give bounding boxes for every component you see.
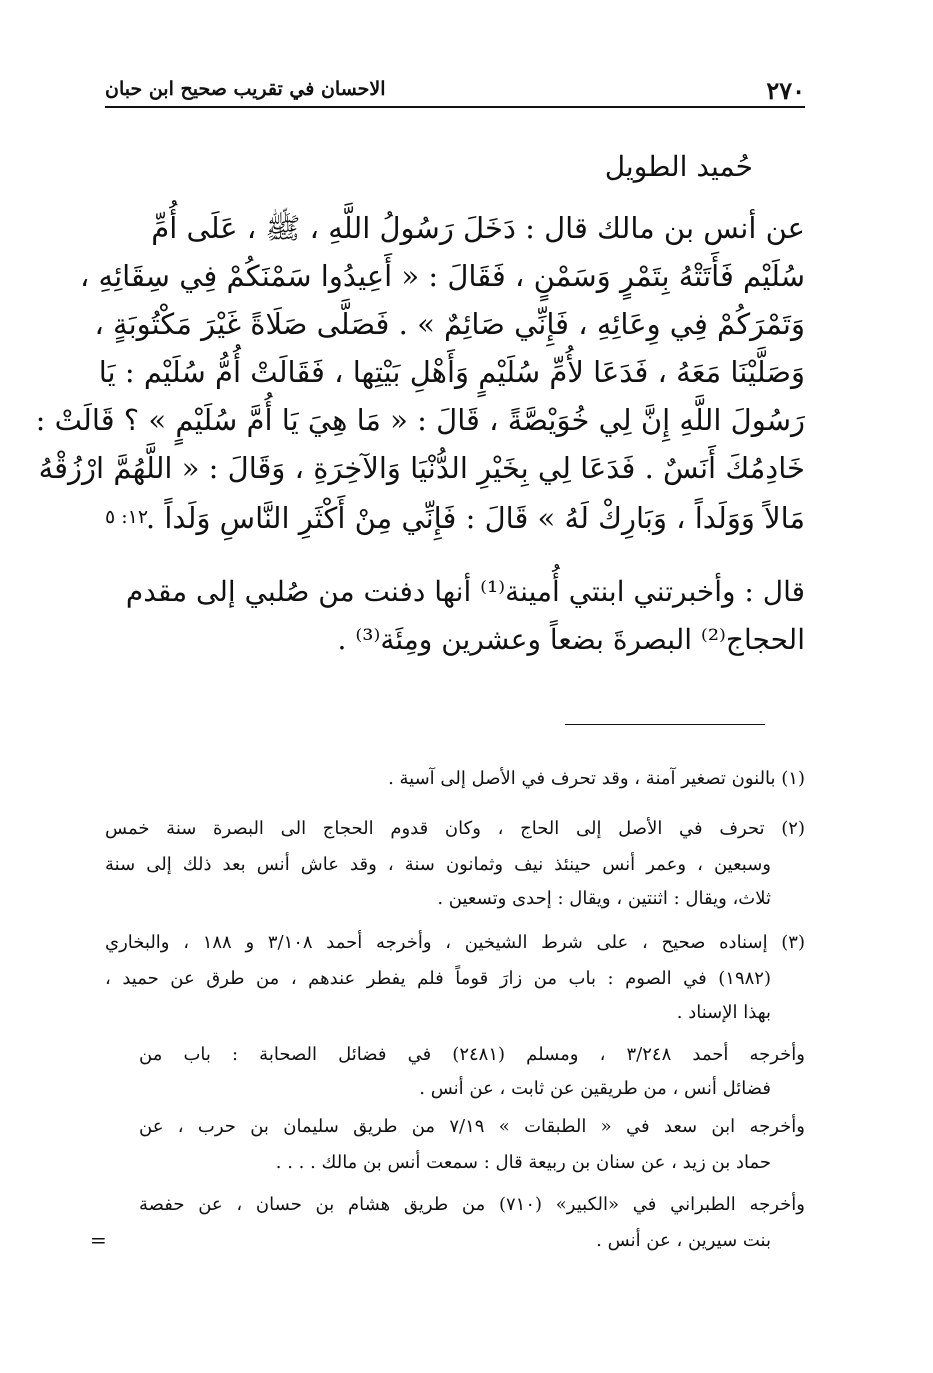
- footnote-line: بنت سيرين ، عن أنس .: [596, 1230, 771, 1251]
- hadith-reference: ١٢: ٥: [105, 506, 149, 528]
- footnote-line: (٢) تحرف في الأصل إلى الحاج ، وكان قدوم الحجاج الى البصرة سنة خمس: [105, 818, 805, 839]
- footnote-line: وأخرجه أحمد ٣/٢٤٨ ، ومسلم (٢٤٨١) في فضائل الصحابة : باب من: [139, 1044, 805, 1065]
- narration-line: الحجاج⁽²⁾ البصرةَ بضعاً وعشرين ومِئَة⁽³⁾ .: [337, 623, 805, 656]
- page-number: ٢٧٠: [766, 76, 805, 105]
- hadith-line: وَصَلَّيْنَا مَعَهُ ، فَدَعَا لأُمِّ سُلَيْمٍ وَأَهْلِ بَيْتِها ، فَقَالَتْ أُمُّ سُلَيْم : يَا: [98, 355, 805, 389]
- footnote-line: حماد بن زيد ، عن سنان بن ربيعة قال : سمعت أنس بن مالك . . . .: [275, 1152, 771, 1173]
- footnote-line: بهذا الإسناد .: [676, 1002, 771, 1023]
- footnote-line: (١٩٨٢) في الصوم : باب من زارَ قوماً فلم يفطر عندهم ، من طرق عن حميد ،: [105, 968, 771, 989]
- hadith-line: رَسُولَ اللَّهِ إِنَّ لِي خُوَيْصَّةً ، قَالَ : « مَا هِيَ يَا أُمَّ سُلَيْمٍ » ؟ قَالَتْ :: [35, 403, 805, 437]
- hadith-line: عن أنس بن مالك قال : دَخَلَ رَسُولُ اللَّهِ ، ﷺ ، عَلَى أُمِّ: [151, 211, 805, 245]
- running-header: [105, 72, 805, 108]
- section-heading: حُميد الطويل: [604, 150, 753, 183]
- hadith-line: وَتَمْرَكُمْ فِي وِعَائِهِ ، فَإِنِّي صَائِمٌ » . فَصَلَّى صَلَاةً غَيْرَ مَكْتُوبَةٍ ،: [94, 307, 805, 341]
- footnote-line: ثلاث، ويقال : اثنتين ، ويقال : إحدى وتسعين .: [437, 888, 771, 909]
- footnote-line: وأخرجه ابن سعد في « الطبقات » ٧/١٩ من طريق سليمان بن حرب ، عن: [139, 1116, 805, 1137]
- footnote-separator: [565, 724, 765, 725]
- hadith-line: مَالاً وَوَلَداً ، وَبَارِكْ لَهُ » قَالَ : فَإِنِّي مِنْ أَكْثَرِ النَّاسِ وَلَداً .: [145, 501, 805, 535]
- footnote-line: فضائل أنس ، من طريقين عن ثابت ، عن أنس .: [419, 1078, 771, 1099]
- continuation-mark: =: [90, 1228, 107, 1252]
- footnote-line: (١) بالنون تصغير آمنة ، وقد تحرف في الأصل إلى آسية .: [388, 768, 805, 789]
- footnote-line: وسبعين ، وعمر أنس حينئذ نيف وثمانون سنة ، وقد عاش أنس بعد ذلك إلى سنة: [105, 854, 771, 875]
- footnote-line: وأخرجه الطبراني في «الكبير» (٧١٠) من طريق هشام بن حسان ، عن حفصة: [139, 1194, 805, 1215]
- hadith-line: خَادِمُكَ أَنَسٌ . فَدَعَا لِي بِخَيْرِ الدُّنْيَا وَالآخِرَةِ ، وَقَالَ : « اللَّهُمَّ ارْزُقْهُ: [38, 451, 805, 485]
- hadith-line: سُلَيْم فَأَتَتْهُ بِتَمْرٍ وَسَمْنٍ ، فَقَالَ : « أَعِيدُوا سَمْنَكُمْ فِي سِقَائِهِ ،: [79, 259, 805, 293]
- book-title: الاحسان في تقريب صحيح ابن حبان: [105, 78, 386, 100]
- footnote-line: (٣) إسناده صحيح ، على شرط الشيخين ، وأخرجه أحمد ٣/١٠٨ و ١٨٨ ، والبخاري: [105, 932, 805, 953]
- narration-line: قال : وأخبرتني ابنتي أُمينة⁽¹⁾ أنها دفنت من صُلبي إلى مقدم: [125, 575, 805, 608]
